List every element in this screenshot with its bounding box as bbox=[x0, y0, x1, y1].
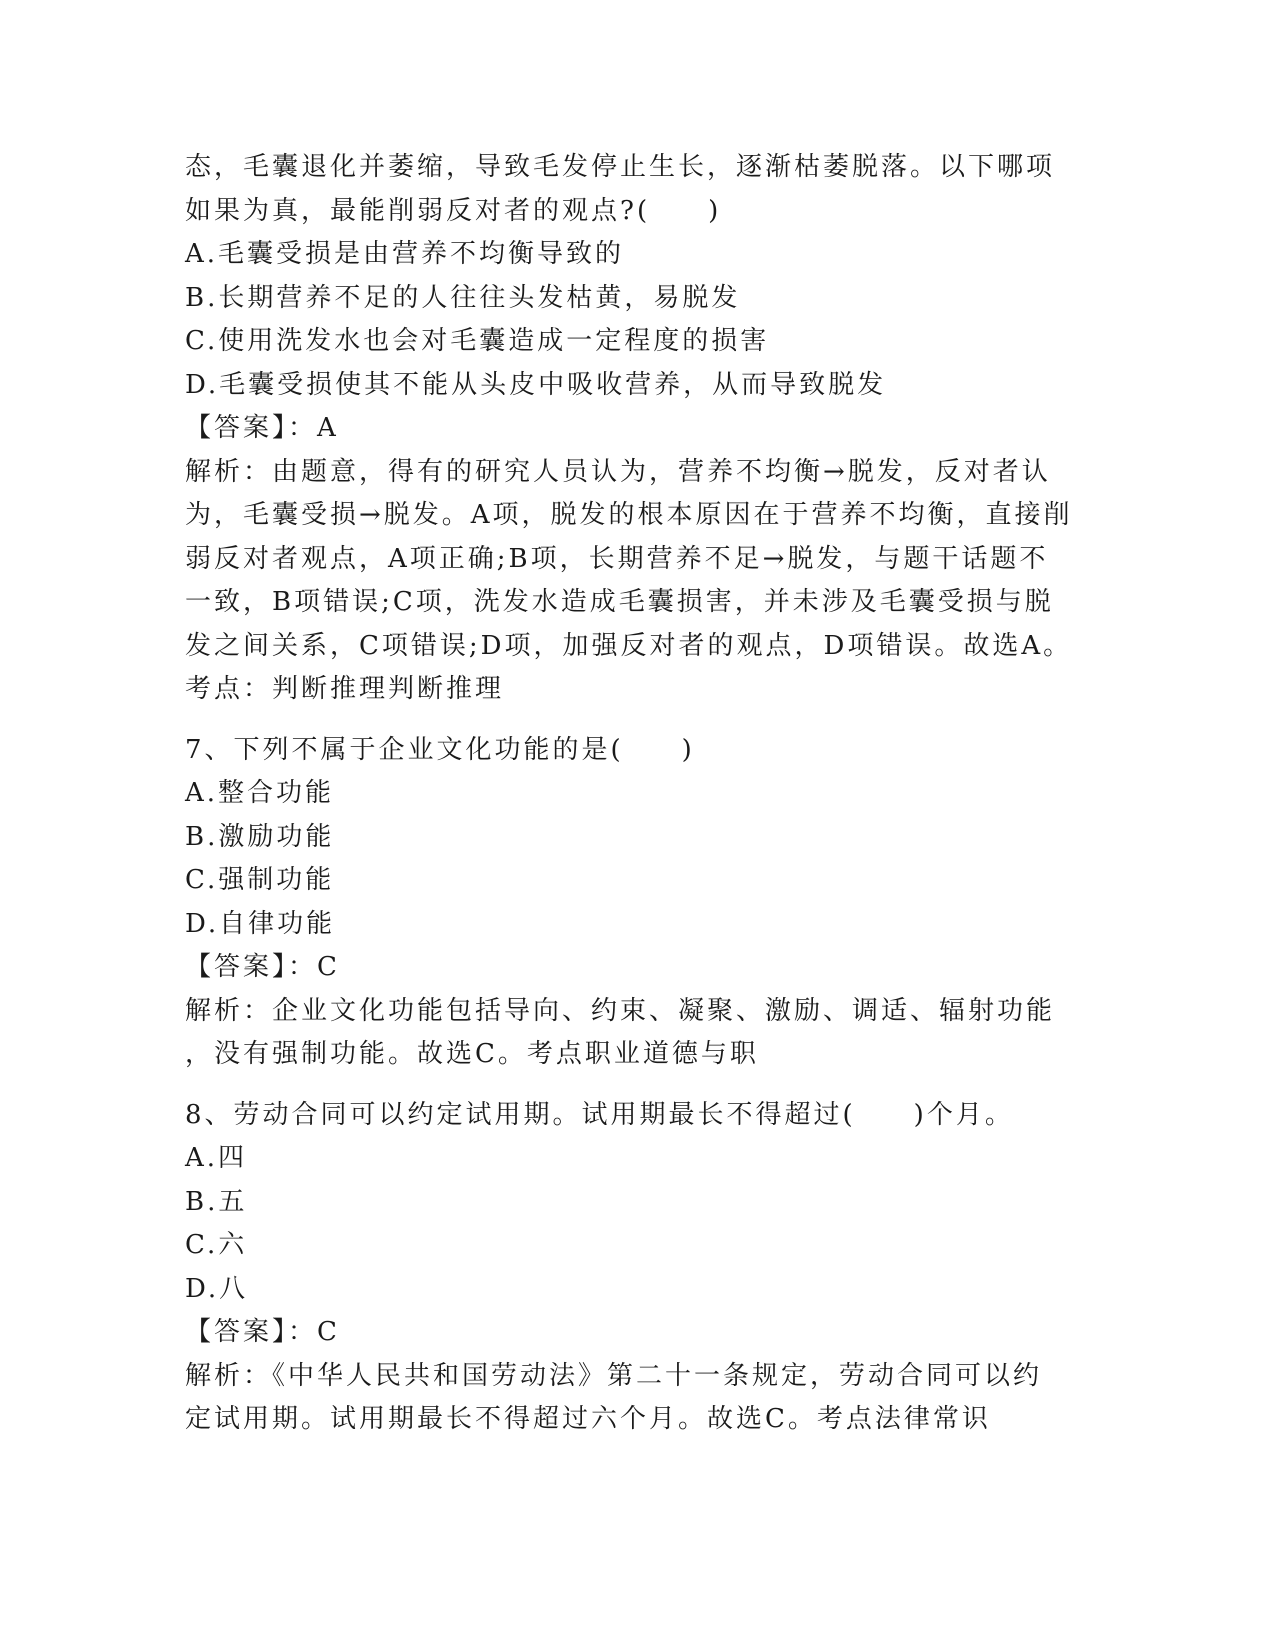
question-8 bbox=[185, 1094, 1085, 1442]
question-stem: 8、劳动合同可以约定试用期。试用期最长不得超过( )个月。 bbox=[185, 1099, 1014, 1130]
analysis-line: 弱反对者观点，A项正确;B项，长期营养不足→脱发，与题干话题不 bbox=[185, 543, 1049, 574]
question-stem: 7、下列不属于企业文化功能的是( ) bbox=[185, 734, 695, 765]
option-d: D.毛囊受损使其不能从头皮中吸收营养，从而导致脱发 bbox=[185, 369, 887, 400]
question-7 bbox=[185, 729, 1085, 1077]
analysis-line: ，没有强制功能。故选C。考点职业道德与职 bbox=[185, 1039, 759, 1069]
answer-line: 【答案】：C bbox=[185, 1317, 340, 1347]
analysis-line: 为，毛囊受损→脱发。A项，脱发的根本原因在于营养不均衡，直接削 bbox=[185, 500, 1073, 530]
analysis-line: 发之间关系，C项错误;D项，加强反对者的观点，D项错误。故选A。 bbox=[185, 630, 1073, 661]
option-a: A.四 bbox=[185, 1143, 248, 1173]
question-spacer bbox=[185, 1077, 1085, 1094]
answer-line: 【答案】：A bbox=[185, 413, 339, 443]
analysis-line: 定试用期。试用期最长不得超过六个月。故选C。考点法律常识 bbox=[185, 1404, 991, 1434]
option-a: A.毛囊受损是由营养不均衡导致的 bbox=[185, 239, 625, 269]
option-d: D.八 bbox=[185, 1273, 249, 1304]
document-page bbox=[185, 146, 1085, 1442]
option-b: B.激励功能 bbox=[185, 821, 335, 852]
option-d: D.自律功能 bbox=[185, 908, 336, 939]
option-c: C.六 bbox=[185, 1230, 248, 1260]
option-c: C.使用洗发水也会对毛囊造成一定程度的损害 bbox=[185, 326, 770, 356]
option-a: A.整合功能 bbox=[185, 778, 335, 808]
analysis-line: 解析：企业文化功能包括导向、约束、凝聚、激励、调适、辐射功能 bbox=[185, 995, 1056, 1026]
option-b: B.五 bbox=[185, 1186, 248, 1217]
analysis-line: 一致，B项错误;C项，洗发水造成毛囊损害，并未涉及毛囊受损与脱 bbox=[185, 587, 1054, 617]
question-stem-line: 态，毛囊退化并萎缩，导致毛发停止生长，逐渐枯萎脱落。以下哪项 bbox=[185, 152, 1056, 182]
question-stem-line: 如果为真，最能削弱反对者的观点?( ) bbox=[185, 195, 722, 226]
analysis-line: 解析：由题意，得有的研究人员认为，营养不均衡→脱发，反对者认 bbox=[185, 456, 1051, 487]
analysis-line: 解析：《中华人民共和国劳动法》第二十一条规定，劳动合同可以约 bbox=[185, 1360, 1043, 1391]
answer-line: 【答案】：C bbox=[185, 952, 340, 982]
option-b: B.长期营养不足的人往往头发枯黄，易脱发 bbox=[185, 282, 741, 313]
option-c: C.强制功能 bbox=[185, 865, 335, 895]
question-spacer bbox=[185, 712, 1085, 729]
topic-line: 考点：判断推理判断推理 bbox=[185, 674, 505, 704]
question-6-continuation bbox=[185, 146, 1085, 712]
